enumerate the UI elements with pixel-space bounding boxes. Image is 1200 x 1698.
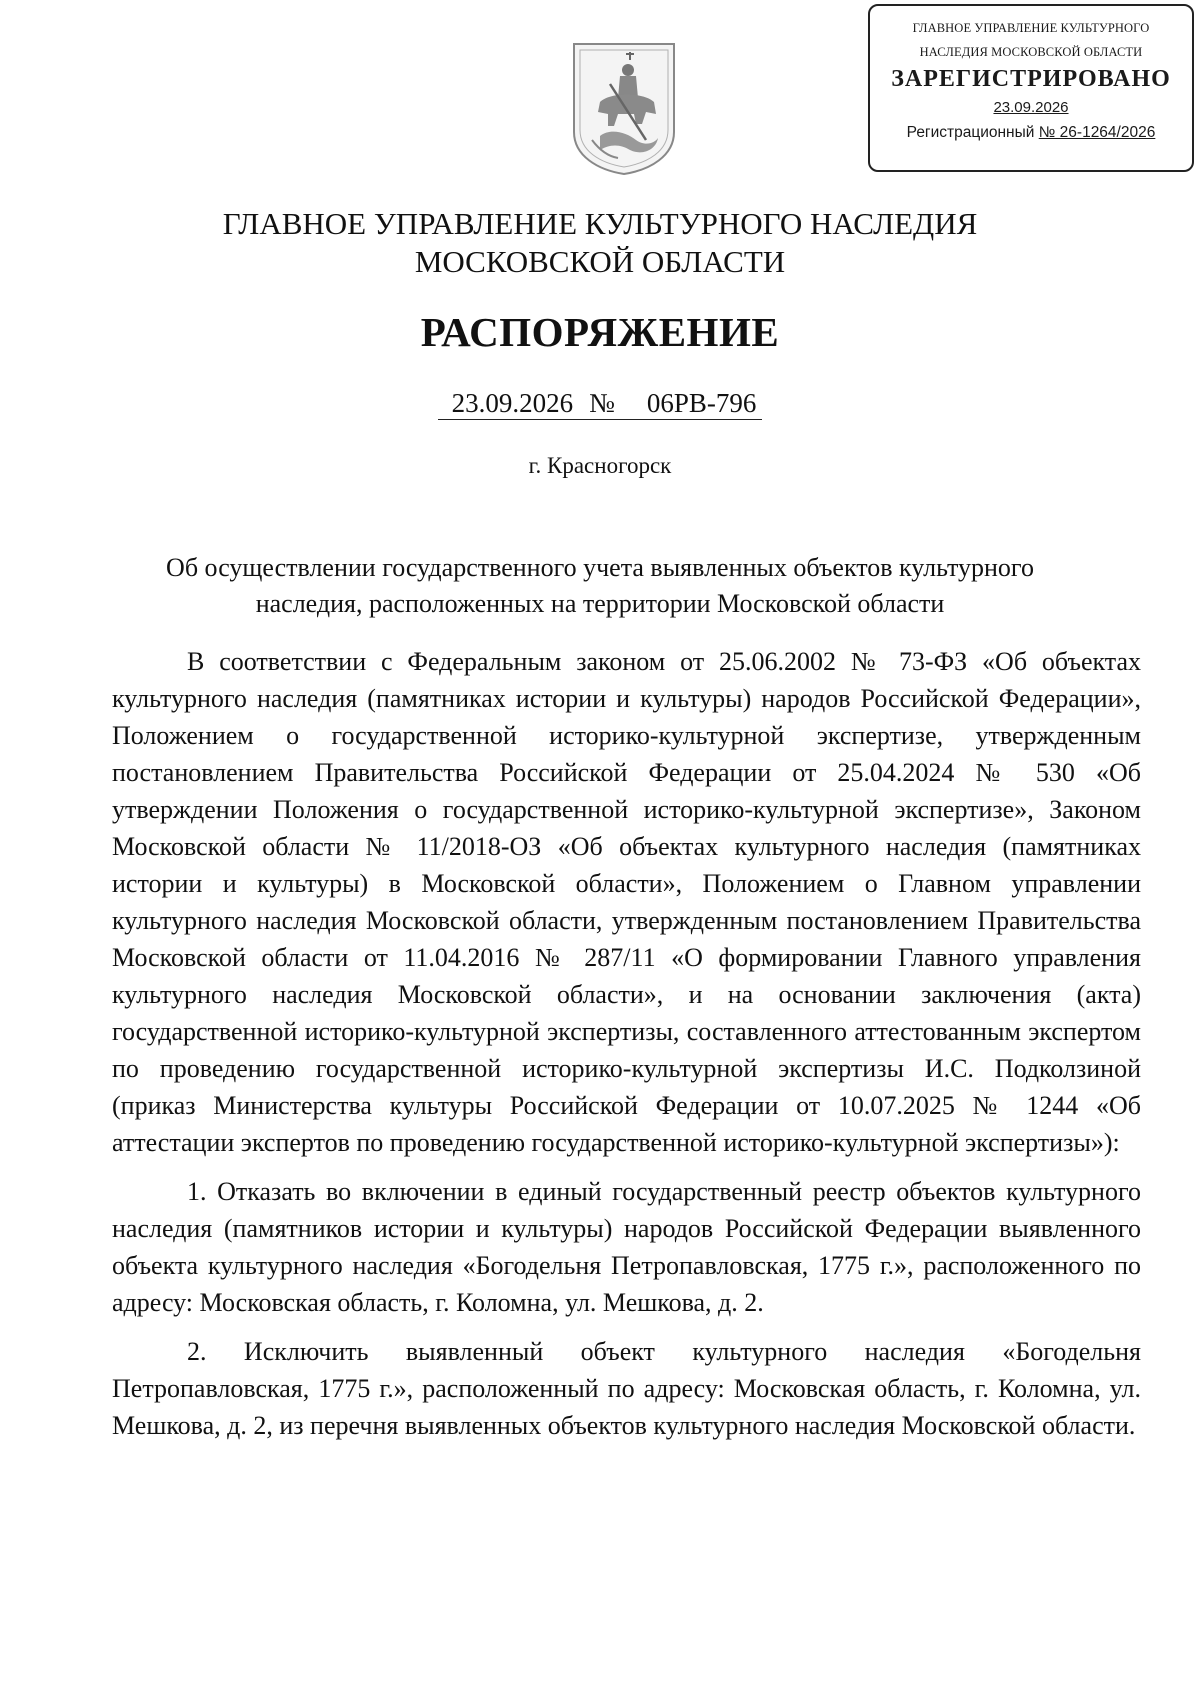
authority-line1: ГЛАВНОЕ УПРАВЛЕНИЕ КУЛЬТУРНОГО НАСЛЕДИЯ: [222, 206, 978, 241]
authority-line2: МОСКОВСКОЙ ОБЛАСТИ: [414, 244, 786, 279]
document-body: [112, 643, 1141, 1444]
coat-of-arms-icon: [570, 40, 678, 178]
clause-2: 2. Исключить выявленный объект культурного наследия «Богодельня Петропавловская, 1775 г.», расположенный по адресу: Московская область, г. Коломна, ул. Мешкова, д. 2, из перечня выявленных объектов культурного наследия Московской области.: [112, 1337, 1141, 1440]
number-sign: №: [579, 388, 617, 420]
document-type: РАСПОРЯЖЕНИЕ: [420, 309, 780, 355]
date-number-line: [0, 388, 1200, 420]
stamp-date: 23.09.2026: [993, 99, 1069, 116]
issuing-authority: [0, 205, 1200, 281]
city: г. Красногорск: [528, 453, 672, 478]
document-date: 23.09.2026: [438, 388, 580, 420]
stamp-org-line1: ГЛАВНОЕ УПРАВЛЕНИЕ КУЛЬТУРНОГО: [912, 21, 1150, 35]
stamp-reg-label: Регистрационный: [906, 124, 1035, 141]
stamp-organization: [870, 16, 1192, 64]
registration-stamp: [868, 4, 1194, 172]
stamp-reg-number: № 26-1264/2026: [1038, 124, 1156, 141]
stamp-status: ЗАРЕГИСТРИРОВАНО: [891, 66, 1171, 92]
stamp-org-line2: НАСЛЕДИЯ МОСКОВСКОЙ ОБЛАСТИ: [919, 45, 1143, 59]
stamp-registration-number: [870, 124, 1192, 142]
clause-1: 1. Отказать во включении в единый государственный реестр объектов культурного наследия (памятников истории и культуры) народов Российской Федерации выявленного объекта культурного наследия «Богодельня Петропавловская, 1775 г.», расположенного по адресу: Московская область, г. Коломна, ул. Мешкова, д. 2.: [112, 1177, 1141, 1317]
title-line2: наследия, расположенных на территории Московской области: [255, 589, 945, 618]
preamble-paragraph: В соответствии с Федеральным законом от 25.06.2002 № 73-ФЗ «Об объектах культурного наследия (памятниках истории и культуры) народов Российской Федерации», Положением о государственной историко-культурной экспертизе, утвержденным постановлением Правительства Российской Федерации от 25.04.2024 № 530 «Об утверждении Положения о государственной историко-культурной экспертизе», Законом Московской области № 11/2018-ОЗ «Об объектах культурного наследия (памятниках истории и культуры) в Московской области», Положением о Главном управлении культурного наследия Московской области, утвержденным постановлением Правительства Московской области от 11.04.2016 № 287/11 «О формировании Главного управления культурного наследия Московской области», и на основании заключения (акта) государственной историко-культурной экспертизы, составленного аттестованным экспертом по проведению государственной историко-культурной экспертизы И.С. Подколзиной (приказ Министерства культуры Российской Федерации от 10.07.2025 № 1244 «Об аттестации экспертов по проведению государственной историко-культурной экспертизы»):: [112, 647, 1141, 1157]
document-title: [140, 550, 1060, 622]
document-number: 06РВ-796: [617, 388, 763, 420]
title-line1: Об осуществлении государственного учета выявленных объектов культурного: [166, 553, 1034, 582]
